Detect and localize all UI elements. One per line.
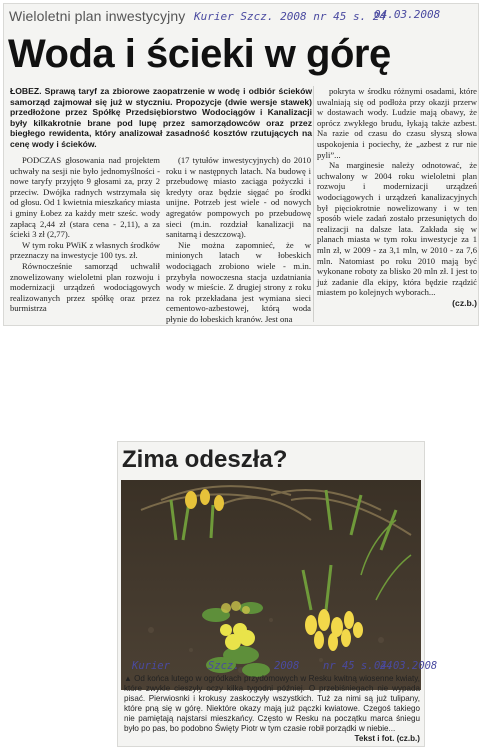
article-headline: Woda i ścieki w górę [8, 32, 391, 76]
caption-text: Od końca lutego w ogródkach przydomowych w Resku kwitną wiosenne kwiaty, które zwykle cieszyły oczy kilka tygodni później. O przebiśniegach nie wypada pisać. Pierwiosnki i krokusy zaskoczyły wszystkich. Tuż za nimi są już tulipany, które pną się w górę. Niektóre okazy mają już pączki kwiatowe. Czegoś takiego nie pamiętają najstarsi mieszkańcy. Często w Resku na początku marca śniegu było po pas, bo podobno Święty Piotr w tym czasie robił porządki w niebie... [124, 674, 420, 733]
paragraph: Na marginesie należy odnotować, że uchwalony w 2004 roku wieloletni plan rozwoju i modernizacji urządzeń wodociągowych i urządzeń kanalizacyjnych był pięciokrotnie nowelizowany i w ten sposób wiele zadań zostało przesuniętych do realizacji na dalsze lata. Zakłada się w planach miasta w tym roku inwestycje za 1 mln zł, w 2009 - za 3,1 mln, w 2010 - za 7,6 mln. Natomiast po roku 2010 mają być wykonane roboty za blisko 20 mln zł. I jest to już zadanie dla ekipy, która będzie rządzić miastem po kolejnych wyborach... [317, 160, 477, 298]
handwritten-date-note: 04.03.2008 [374, 660, 438, 672]
handwritten-source-note: Szcz. [208, 660, 240, 672]
handwritten-source-note: 2008 [274, 660, 300, 672]
paragraph: Nie można zapomnieć, że w minionych latach w łobeskich wodociągach zrobiono wiele - m.in. przybyła nowoczesna stacja uzdatniania wody w mieście. Z drugiej strony z roku na rok przekładana jest wymiana sieci cementowo-azbestowej, którą woda płynie do łobeskich kranów. Jest ona [166, 239, 311, 324]
handwritten-source-note: Kurier Szcz. 2008 nr 45 s. 24 [194, 10, 387, 23]
newspaper-clipping-bottom [117, 441, 438, 747]
paragraph: PODCZAS głosowania nad projektem uchwały na sesji nie było jednomyślności - nowe taryfy przyjęto 9 głosami za, przy 2 przeciw. Dwójka radnych wstrzymała się od głosu. Od 1 kwietnia mieszkańcy miasta i gminy Łobez za każdy metr sześc. wody zapłacą 2,44 zł (stara cena - 2,11), a za ścieki 3 zł (2,77). [10, 155, 160, 240]
triangle-marker-icon: ▲ [124, 674, 133, 683]
article-lead: ŁOBEZ. Sprawą taryf za zbiorowe zaopatrzenie w wodę i odbiór ścieków samorząd zajmował się już w styczniu. Propozycje (dwie wersje stawek) przedłożone przez Spółkę Przedsiębiorstwo Wodociągów i Kanalizacji były kilkakrotnie brane pod lupę przez samorządowców oraz przez biegłego rewidenta, który analizował zasadność kosztów rzutujących na cenę wody i ścieków. [10, 86, 312, 149]
article-column-2 [166, 155, 311, 325]
handwritten-source-note: nr 45 s. 24 [323, 660, 393, 672]
newspaper-clipping-top [3, 3, 479, 326]
spring-flowers-photo [121, 480, 421, 690]
author-signature: (cz.b.) [452, 297, 477, 308]
handwritten-source-note: Kurier [132, 660, 170, 672]
photo-caption [124, 674, 420, 744]
article-column-3 [317, 86, 477, 308]
garden-photo-illustration [121, 480, 421, 690]
section-rubric: Wieloletni plan inwestycyjny [9, 8, 186, 24]
article-column-1 [10, 155, 160, 314]
article-headline: Zima odeszła? [122, 446, 288, 473]
author-signature: Tekst i fot. (cz.b.) [354, 734, 420, 743]
paragraph: W tym roku PWiK z własnych środków przeznaczy na inwestycje 100 tys. zł. [10, 239, 160, 261]
paragraph: (17 tytułów inwestycyjnych) do 2010 roku i w następnych latach. Na budowę i przebudowę miasto zaciąga pożyczki i kredyty oraz będzie sięgać po środki unijne. Potrzeb jest wiele - od nowych agregatów pompowych po przebudowę sieci (m.in. rozdział kanalizacji na sanitarną i deszczową). [166, 155, 311, 240]
paragraph: pokryta w środku różnymi osadami, które uwalniają się od podłoża przy okazji przerw w dostawach wody. Ludzie mają obawy, że oprócz zwykłego brudu, łykają także azbest. Na razie od czasu do czasu słyszą słowa uspokojenia i pociechy, że „azbest z rur nie pyli”... [317, 86, 477, 160]
column-divider [313, 86, 314, 322]
paragraph: Równocześnie samorząd uchwalił znowelizowany wieloletni plan rozwoju i modernizacji urządzeń wodociągowych realizowanych przez spółkę oraz przez burmistrza [10, 260, 160, 314]
handwritten-date-note: 04.03.2008 [374, 8, 441, 21]
